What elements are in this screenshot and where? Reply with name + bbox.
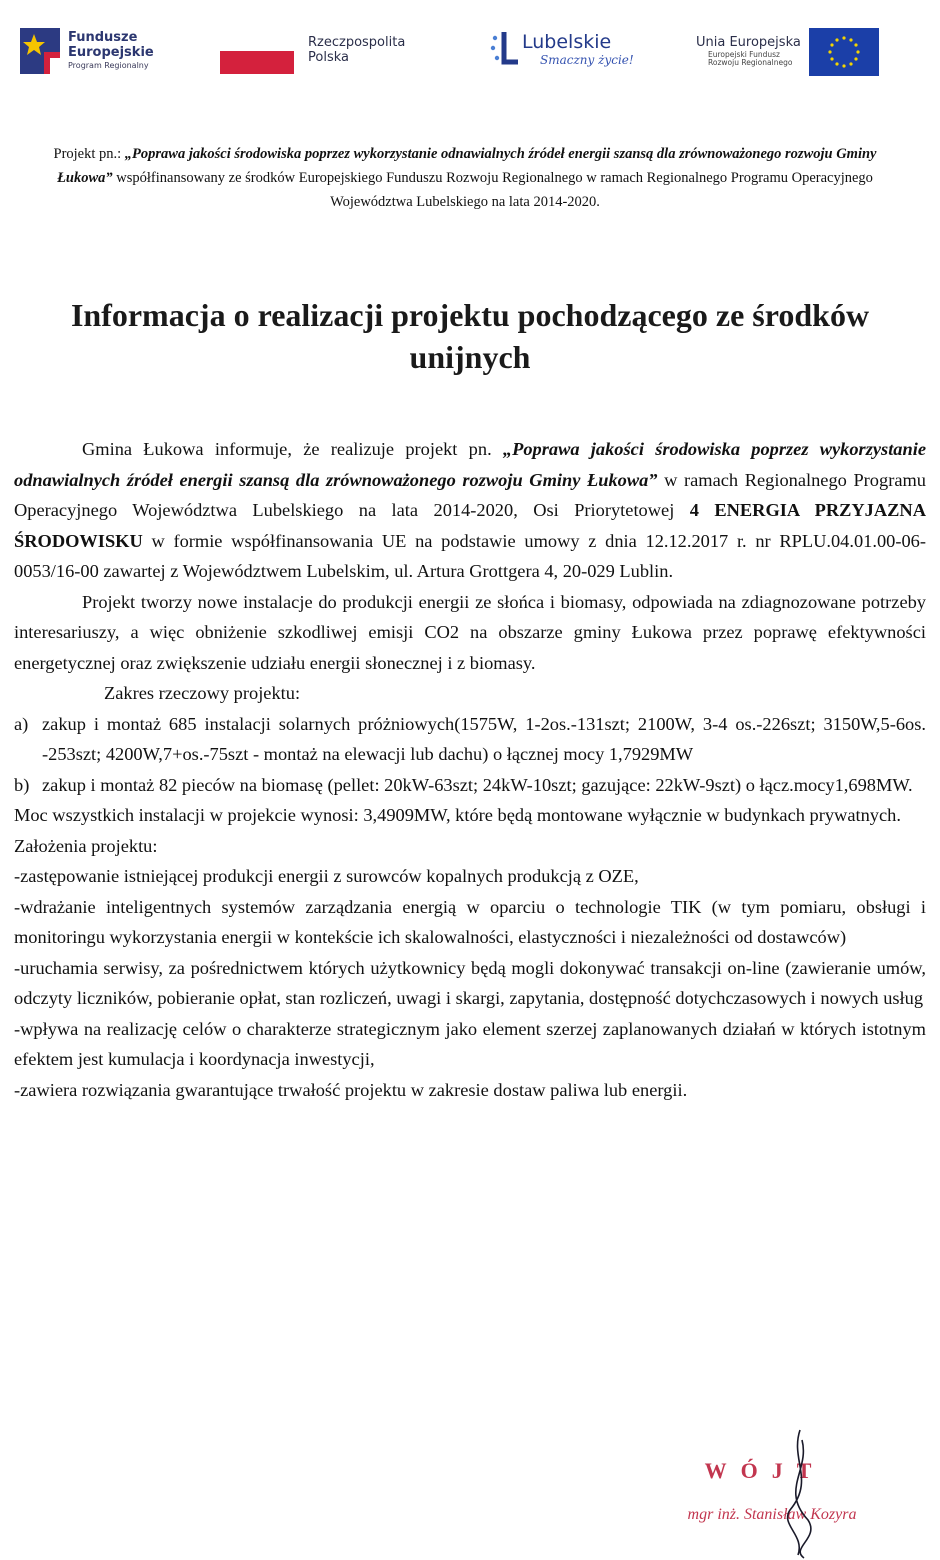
assumption-item: -zawiera rozwiązania gwarantujące trwałość projektu w zakresie dostaw paliwa lub energii. [14,1079,688,1100]
stamp-title: WÓJT [704,1458,826,1483]
paragraph-description: Projekt tworzy nowe instalacje do produkcji energii ze słońca i biomasy, odpowiada na zdiagnozowane potrzeby interesariuszy, a więc obniżenie szkodliwej emisji CO2 na obszarze gminy Łukowa przez poprawę efektywności energetycznej oraz zwiększenie udziału energii słonecznej i z biomasy. [14,591,926,673]
rzeczpospolita-polska-logo [220,28,405,74]
list-marker: a) [14,713,29,734]
intro-text-c: w ramach Regionalnego Programu Operacyjnego Województwa Lubelskiego na lata 2014-2020, Osi Priorytetowej [14,469,926,520]
intro-project-title: „Poprawa jakości środowiska poprzez wykorzystanie odnawialnych źródeł energii szansą dla zrównoważonego rozwoju Gminy Łukowa” [14,439,926,490]
ue-line3: Rozwoju Regionalnego [708,58,793,68]
header-project-title: „Poprawa jakości środowiska poprzez wykorzystanie odnawialnych źródeł energii szansą dla zrównoważonego rozwoju Gminy Łukowa” [57,146,877,186]
logo-bar [20,28,920,98]
polish-flag-icon [220,28,294,74]
assumption-item: -wpływa na realizację celów o charakterze strategicznym jako element szerzej zaplanowanych działań w których istotnym efektem jest kumulacja i koordynacja inwestycji, [14,1018,926,1069]
lub-slogan: Smaczny życie! [540,53,634,68]
stamp-name: mgr inż. Stanisław Kozyra [687,1506,857,1523]
list-item-text: zakup i montaż 685 instalacji solarnych próżniowych(1575W, 1-2os.-131szt; 2100W, 3-4 os.-226szt; 3150W,5-6os. -253szt; 4200W,7+os.-75szt - montaż na elewacji lub dachu) o łącznej mocy 1,7929MW [42,713,926,764]
header-prefix: Projekt pn.: [53,146,125,162]
rp-line2: Polska [308,50,349,65]
header-suffix: współfinansowany ze środków Europejskiego Funduszu Rozwoju Regionalnego w ramach Regionalnego Programu Operacyjnego Województwa Lubelskiego na lata 2014-2020. [112,170,873,210]
assumption-item: -zastępowanie istniejącej produkcji energii z surowców kopalnych produkcją z OZE, [14,866,639,886]
list-item-text: zakup i montaż 82 pieców na biomasę (pellet: 20kW-63szt; 24kW-10szt; gazujące: 22kW-9szt) o łącz.mocy1,698MW. [42,774,913,795]
fundusze-europejskie-logo [20,28,154,74]
document-body [14,434,926,1105]
lub-name: Lubelskie [522,31,612,54]
intro-text-a: Gmina Łukowa informuje, że realizuje projekt pn. [82,439,503,459]
ue-line2: Europejski Fundusz [708,49,780,59]
scope-heading: Zakres rzeczowy projektu: [104,683,301,703]
unia-europejska-logo [696,28,879,76]
fe-star-icon [20,28,60,74]
page-title: Informacja o realizacji projektu pochodzącego ze środków unijnych [70,297,870,375]
assumptions-heading: Założenia projektu: [14,835,158,856]
fe-line3: Program Regionalny [68,61,149,71]
handwritten-signature-icon [760,1420,840,1560]
assumption-item: -uruchamia serwisy, za pośrednictwem których użytkownicy będą mogli dokonywać transakcji on-line (zawieranie umów, odczyty liczników, pobieranie opłat, stan rozliczeń, uwagi i skargi, zapytania, dostępność dotychczasowych i nowych usług [14,957,926,1008]
project-header-note [34,142,896,214]
lubelskie-mark-icon [490,28,520,72]
rp-line1: Rzeczpospolita [308,35,406,51]
ue-line1: Unia Europejska [696,34,801,50]
list-item [14,770,926,801]
paragraph-intro [14,434,926,587]
power-statement: Moc wszystkich instalacji w projekcie wynosi: 3,4909MW, które będą montowane wyłącznie w budynkach prywatnych. [14,805,901,825]
eu-flag-icon [809,28,879,76]
intro-priority-axis: 4 ENERGIA PRZYJAZNA ŚRODOWISKU [14,500,926,551]
list-marker: b) [14,774,30,795]
intro-text-e: w formie współfinansowania UE na podstawie umowy z dnia 12.12.2017 r. nr RPLU.04.01.00-06-0053/16-00 zawartej z Województwem Lubelskim, ul. Artura Grottgera 4, 20-029 Lublin. [14,530,926,581]
lubelskie-logo [490,28,634,72]
fe-line2: Europejskie [68,45,154,61]
list-item [14,709,926,770]
assumption-item: -wdrażanie inteligentnych systemów zarządzania energią w oparciu o technologie TIK (w tym pomiaru, obsługi i monitoringu wykorzystania energii w kontekście ich skalowalności, elastyczności i niezależności od dostawców) [14,896,926,947]
fe-line1: Fundusze [68,30,138,46]
